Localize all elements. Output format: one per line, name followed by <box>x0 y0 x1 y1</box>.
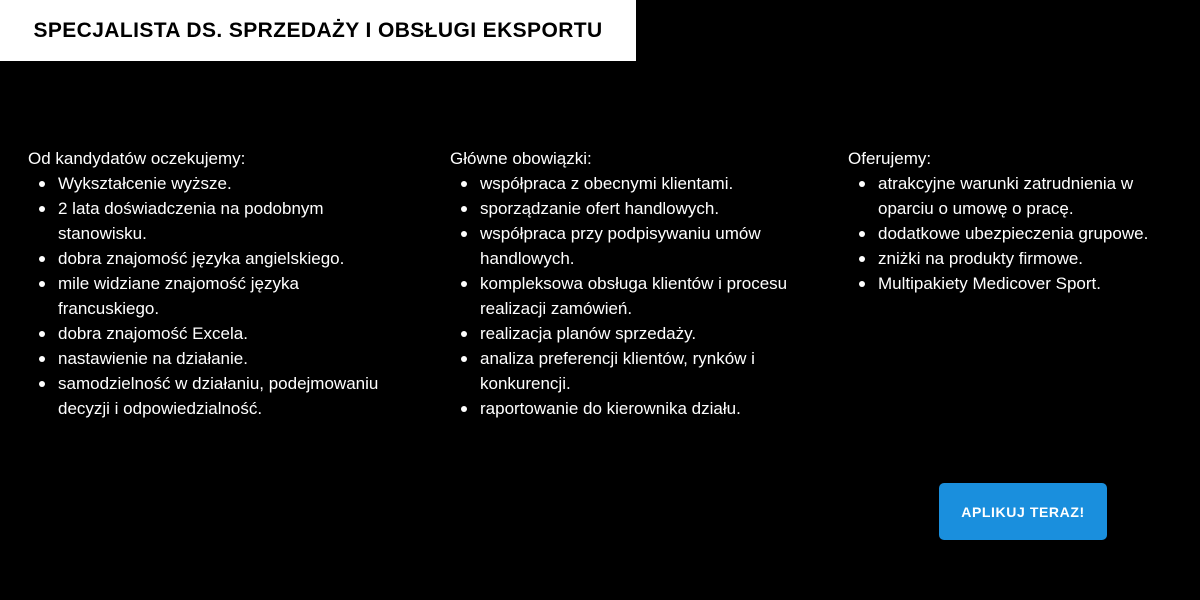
list-item: mile widziane znajomość języka francuskiego. <box>58 271 388 321</box>
duties-heading: Główne obowiązki: <box>450 149 592 168</box>
requirements-heading: Od kandydatów oczekujemy: <box>28 149 246 168</box>
apply-now-button[interactable]: APLIKUJ TERAZ! <box>939 483 1107 540</box>
list-item: dobra znajomość języka angielskiego. <box>58 246 388 271</box>
title-banner <box>0 0 636 61</box>
list-item: zniżki na produkty firmowe. <box>878 246 1168 271</box>
list-item: Multipakiety Medicover Sport. <box>878 271 1168 296</box>
list-item: kompleksowa obsługa klientów i procesu realizacji zamówień. <box>480 271 815 321</box>
list-item: raportowanie do kierownika działu. <box>480 396 815 421</box>
list-item: nastawienie na działanie. <box>58 346 388 371</box>
page-title: SPECJALISTA DS. SPRZEDAŻY I OBSŁUGI EKSPORTU <box>33 18 603 42</box>
list-item: Wykształcenie wyższe. <box>58 171 388 196</box>
list-item: analiza preferencji klientów, rynków i konkurencji. <box>480 346 815 396</box>
list-item: atrakcyjne warunki zatrudnienia w oparciu o umowę o pracę. <box>878 171 1168 221</box>
requirements-column <box>28 146 388 421</box>
offer-list <box>848 171 1168 296</box>
list-item: 2 lata doświadczenia na podobnym stanowisku. <box>58 196 388 246</box>
list-item: dodatkowe ubezpieczenia grupowe. <box>878 221 1168 246</box>
list-item: realizacja planów sprzedaży. <box>480 321 815 346</box>
list-item: sporządzanie ofert handlowych. <box>480 196 815 221</box>
offer-heading: Oferujemy: <box>848 149 932 168</box>
list-item: współpraca przy podpisywaniu umów handlowych. <box>480 221 815 271</box>
list-item: dobra znajomość Excela. <box>58 321 388 346</box>
requirements-list <box>28 171 388 421</box>
duties-list <box>450 171 815 421</box>
offer-column <box>848 146 1168 296</box>
list-item: samodzielność w działaniu, podejmowaniu decyzji i odpowiedzialność. <box>58 371 388 421</box>
list-item: współpraca z obecnymi klientami. <box>480 171 815 196</box>
duties-column <box>450 146 815 421</box>
